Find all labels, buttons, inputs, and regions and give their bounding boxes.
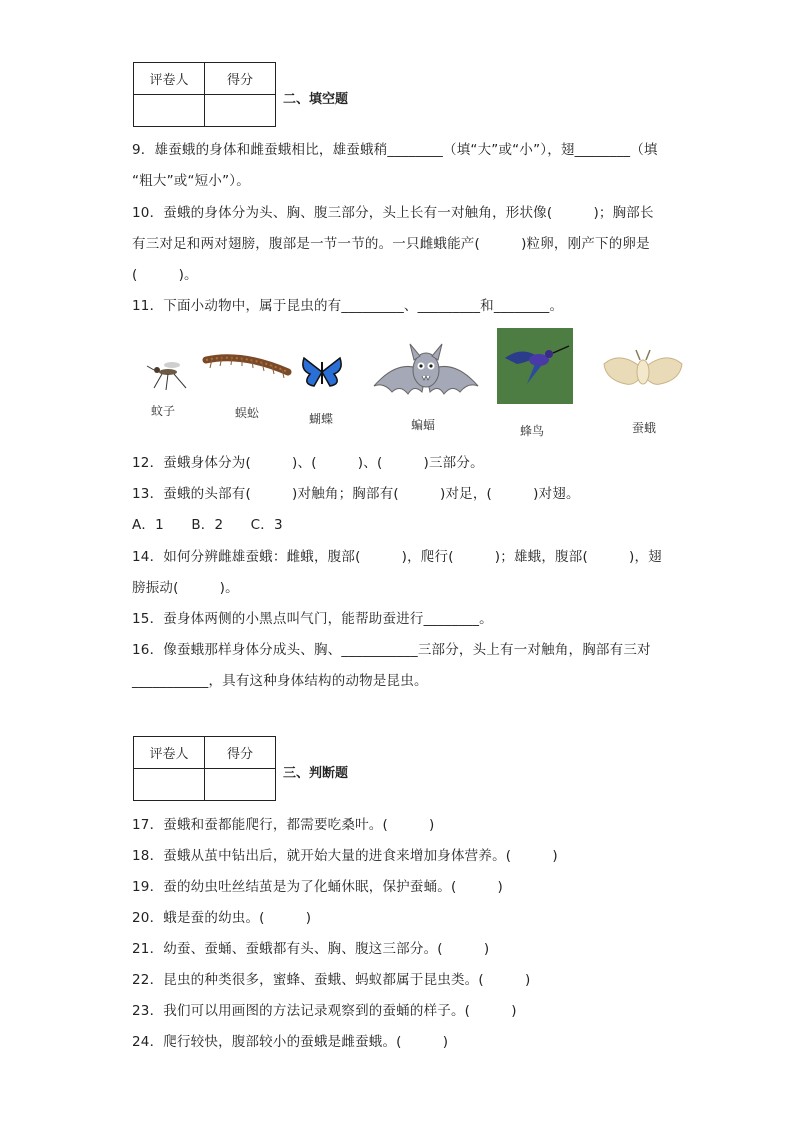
butterfly-image: [300, 354, 344, 390]
question-line: 21．幼蚕、蚕蛹、蚕蛾都有头、胸、腹这三部分。( ): [132, 941, 490, 957]
question-line: 24．爬行较快，腹部较小的蚕蛾是雌蚕蛾。( ): [132, 1034, 449, 1050]
score-label: 得分: [205, 737, 276, 769]
question-line: 膀振动( )。: [132, 580, 239, 596]
question-line: 23．我们可以用画图的方法记录观察到的蚕蛹的样子。( ): [132, 1003, 517, 1019]
question-line: 18．蚕蛾从茧中钻出后，就开始大量的进食来增加身体营养。( ): [132, 848, 558, 864]
question-line: “粗大”或“短小”）。: [132, 173, 250, 189]
score-cell[interactable]: [205, 95, 276, 127]
question-line: 13．蚕蛾的头部有( )对触角；胸部有( )对足，( )对翅。: [132, 486, 580, 502]
caption-centipede: 蜈蚣: [235, 406, 260, 420]
section-title: 三、判断题: [283, 766, 349, 781]
caption-butterfly: 蝴蝶: [309, 412, 334, 426]
caption-hummingbird: 蜂鸟: [520, 424, 545, 438]
question-line: 12．蚕蛾身体分为( )、( )、( )三部分。: [132, 455, 484, 471]
question-line: ___________，具有这种身体结构的动物是昆虫。: [132, 673, 428, 689]
score-table: [133, 736, 276, 801]
caption-mosquito: 蚊子: [151, 404, 176, 418]
score-label: 得分: [205, 63, 276, 95]
question-line: 有三对足和两对翅膀，腹部是一节一节的。一只雌蛾能产( )粒卵，刚产下的卵是: [132, 236, 650, 252]
question-line: 19．蚕的幼虫吐丝结茧是为了化蛹休眠，保护蚕蛹。( ): [132, 879, 504, 895]
question-line: 14．如何分辨雌雄蚕蛾：雌蛾，腹部( )，爬行( )；雄蛾，腹部( )，翅: [132, 549, 662, 565]
grader-label: 评卷人: [134, 63, 205, 95]
hummingbird-image: [497, 328, 573, 404]
question-line: 9．雄蚕蛾的身体和雌蚕蛾相比，雄蚕蛾稍________（填“大”或“小”），翅________（填: [132, 142, 658, 158]
caption-bat: 蝙蝠: [411, 418, 436, 432]
question-line: ( )。: [132, 267, 198, 283]
grader-label: 评卷人: [134, 737, 205, 769]
score-table: [133, 62, 276, 127]
silkmoth-image: [602, 346, 684, 394]
grader-cell[interactable]: [134, 95, 205, 127]
question-line: 11．下面小动物中，属于昆虫的有_________、_________和________。: [132, 298, 564, 314]
question-line: 17．蚕蛾和蚕都能爬行，都需要吃桑叶。( ): [132, 817, 435, 833]
caption-silkmoth: 蚕蛾: [632, 421, 657, 435]
question-line: 20．蛾是蚕的幼虫。( ): [132, 910, 312, 926]
options-line: A．1 B．2 C．3: [132, 517, 283, 533]
question-line: 10．蚕蛾的身体分为头、胸、腹三部分，头上长有一对触角，形状像( )；胸部长: [132, 205, 654, 221]
centipede-image: [202, 350, 292, 386]
section-title: 二、填空题: [283, 92, 349, 107]
score-cell[interactable]: [205, 769, 276, 801]
question-line: 15．蚕身体两侧的小黑点叫气门，能帮助蚕进行________。: [132, 611, 493, 627]
question-line: 22．昆虫的种类很多，蜜蜂、蚕蛾、蚂蚁都属于昆虫类。( ): [132, 972, 531, 988]
grader-cell[interactable]: [134, 769, 205, 801]
bat-image: [370, 342, 482, 406]
mosquito-image: [146, 356, 190, 392]
question-line: 16．像蚕蛾那样身体分成头、胸、___________三部分，头上有一对触角，胸部有三对: [132, 642, 651, 658]
